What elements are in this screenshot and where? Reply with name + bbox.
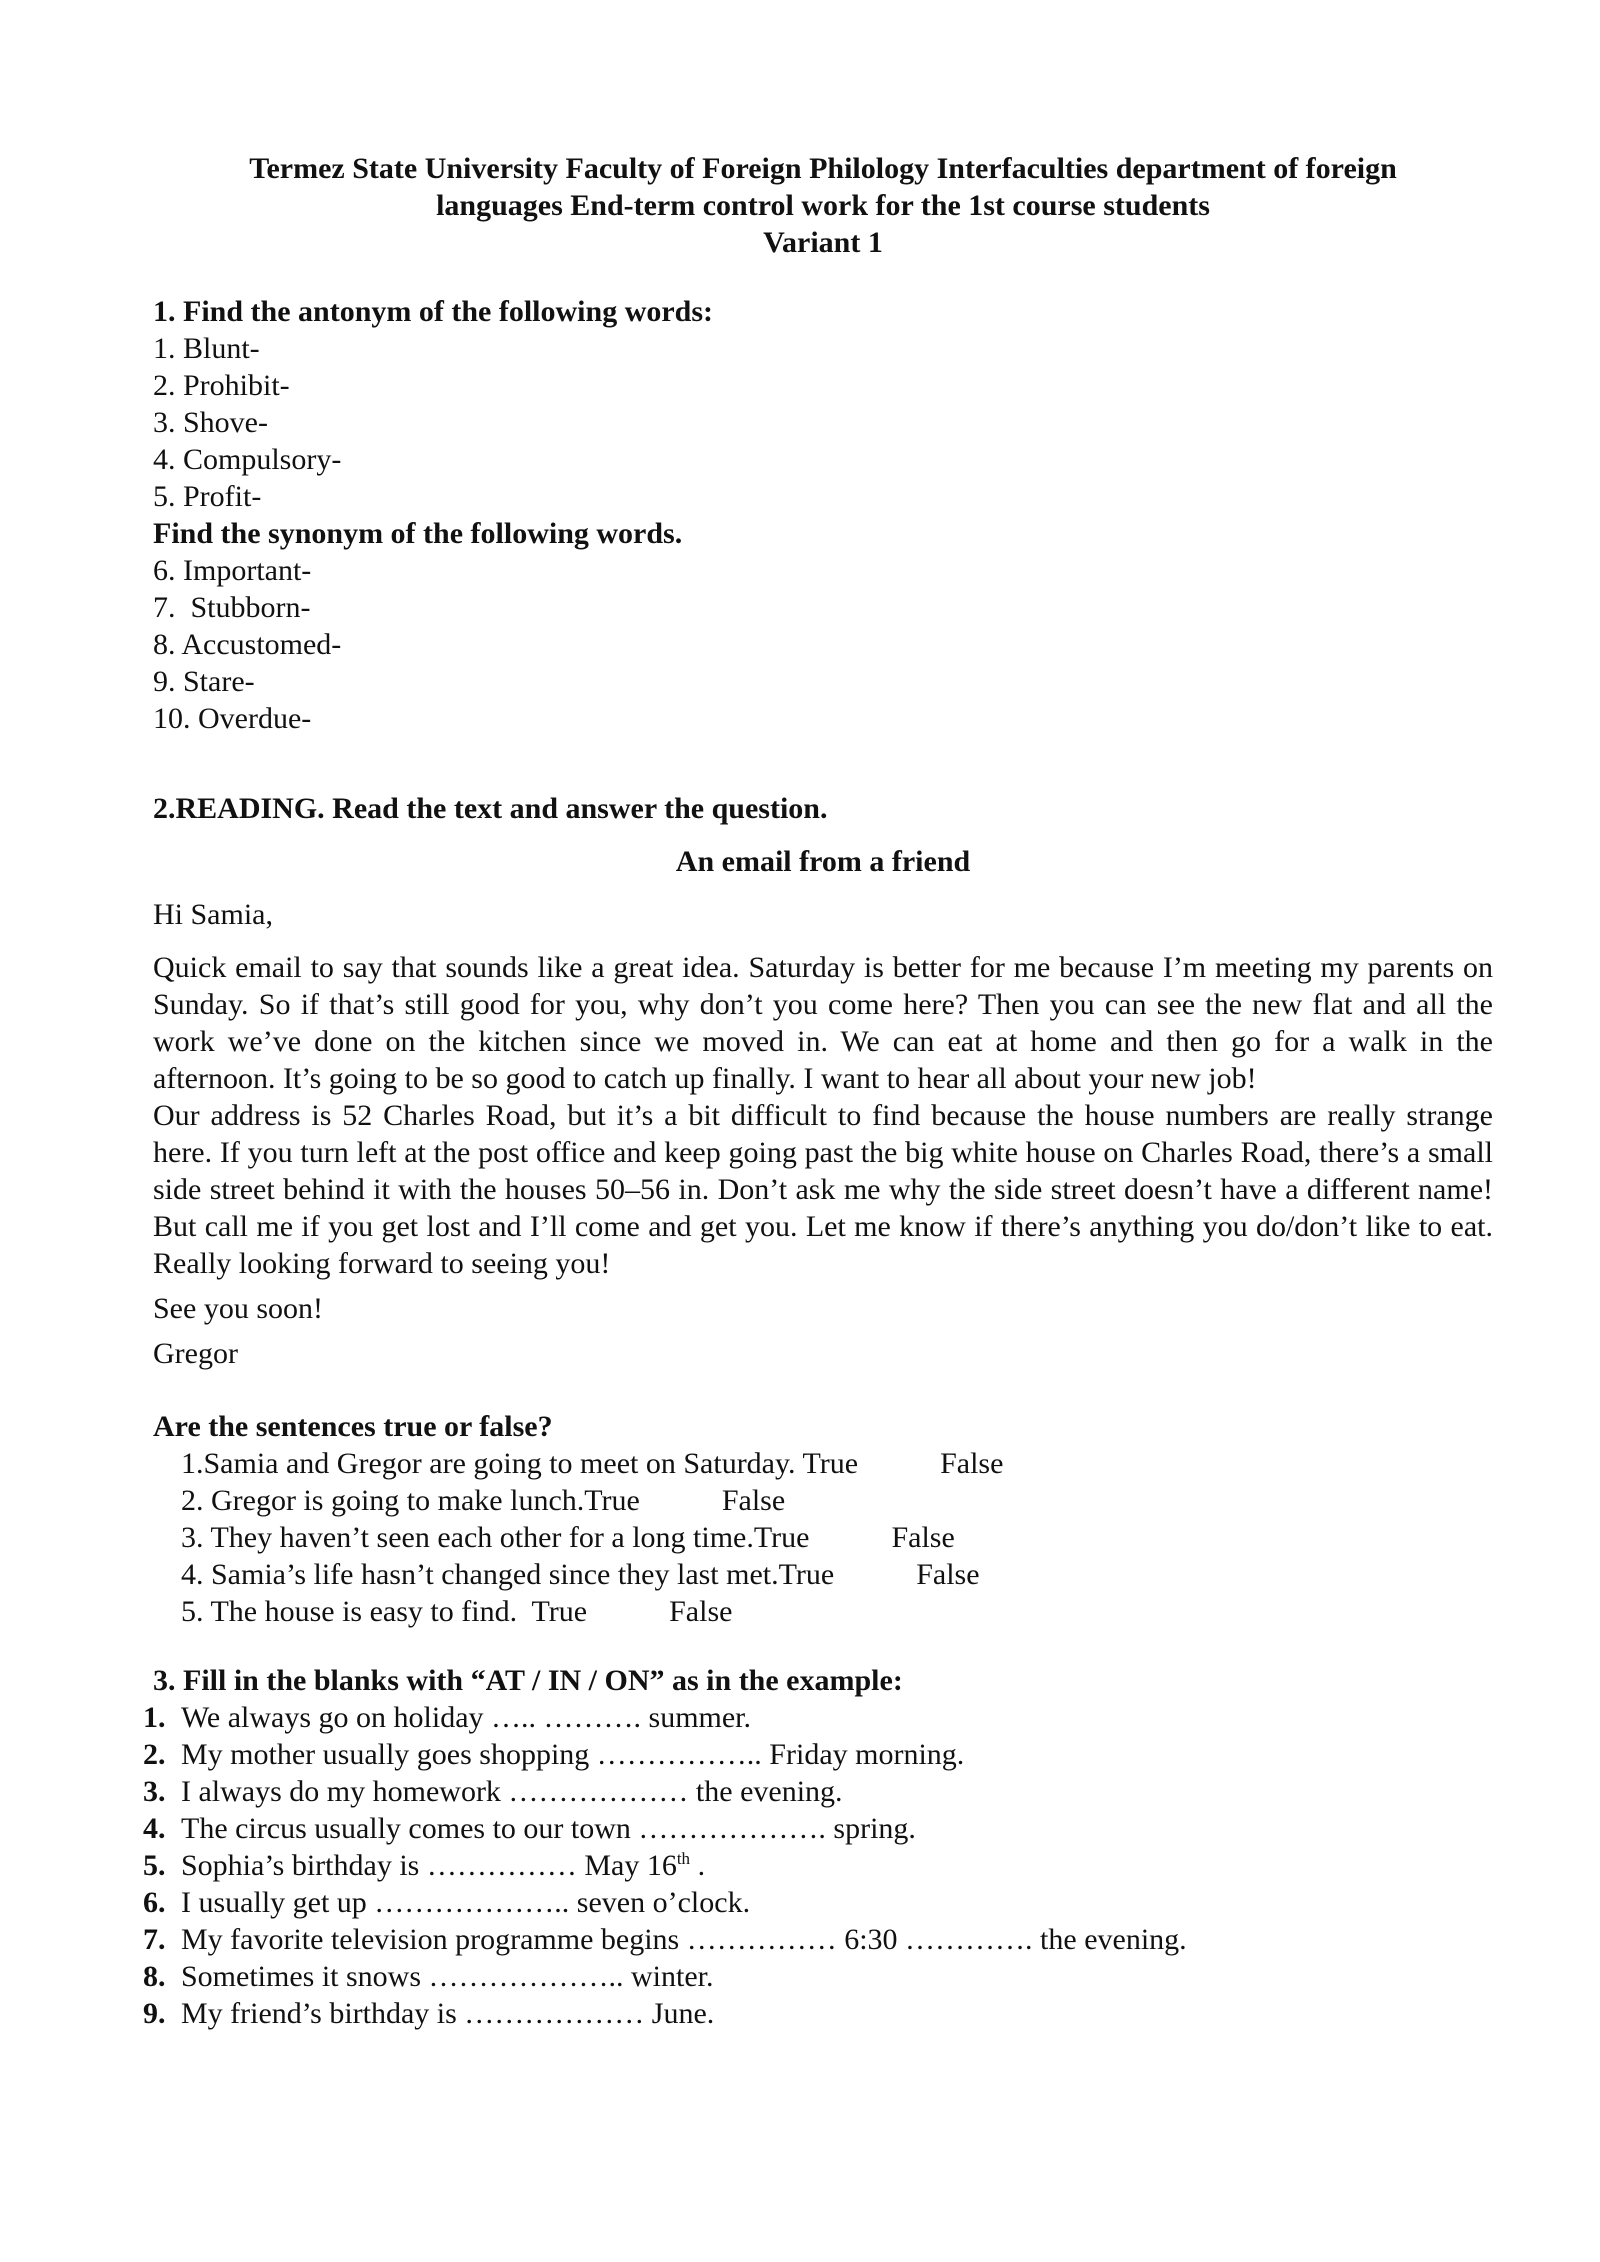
fill-blank-item	[143, 1847, 1493, 1884]
item-text: My friend’s birthday is ……………… June.	[181, 1997, 715, 2030]
email-signature: Gregor	[153, 1337, 238, 1370]
statement-text: 4. Samia’s life hasn’t changed since they last met.True	[181, 1558, 835, 1591]
false-option: False	[669, 1595, 733, 1628]
statement-text: 1.Samia and Gregor are going to meet on Saturday. True	[181, 1447, 859, 1480]
item-text: Sometimes it snows ……………….. winter.	[181, 1960, 714, 1993]
statement-text: 2. Gregor is going to make lunch.True	[181, 1484, 640, 1517]
item-text-end: .	[690, 1849, 706, 1882]
antonym-item: 1. Blunt-	[153, 332, 260, 365]
fill-blank-item	[143, 1958, 1493, 1995]
item-number: 3.	[143, 1775, 166, 1808]
item-text: My favorite television programme begins …………… 6:30 …………. the evening.	[181, 1923, 1187, 1956]
true-false-heading: Are the sentences true or false?	[153, 1410, 553, 1443]
fill-blanks-heading: 3. Fill in the blanks with “AT / IN / ON” as in the example:	[153, 1664, 903, 1697]
antonym-item: 3. Shove-	[153, 406, 268, 439]
true-false-item	[181, 1445, 1493, 1482]
item-text: I always do my homework ……………… the evening.	[181, 1775, 843, 1808]
fill-blank-item	[143, 1736, 1493, 1773]
true-false-item	[181, 1593, 1493, 1630]
item-text: My mother usually goes shopping …………….. Friday morning.	[181, 1738, 965, 1771]
fill-blank-item	[143, 1773, 1493, 1810]
fill-blank-item	[143, 1921, 1493, 1958]
synonym-item: 9. Stare-	[153, 665, 255, 698]
header-line-2: languages End-term control work for the 1st course students	[436, 189, 1210, 222]
false-option: False	[721, 1484, 786, 1517]
item-number: 1.	[143, 1701, 166, 1734]
item-number: 8.	[143, 1960, 166, 1993]
synonym-item: 7. Stubborn-	[153, 591, 311, 624]
item-text: We always go on holiday ….. ………. summer.	[181, 1701, 752, 1734]
fill-blank-item	[143, 1699, 1493, 1736]
false-option: False	[891, 1521, 955, 1554]
email-paragraph-2: Our address is 52 Charles Road, but it’s a bit difficult to find because the house numbers are really strange here. If you turn left at the post office and keep going past the big white house on Charles Road, there’s a small side street behind it with the houses 50–56 in. Don’t ask me why the side street doesn’t have a different name! But call me if you get lost and I’ll come and get you. Let me know if there’s anything you do/don’t like to eat. Really looking forward to seeing you!	[153, 1099, 1493, 1280]
fill-blank-item	[143, 1884, 1493, 1921]
item-text: The circus usually comes to our town ………………. spring.	[181, 1812, 916, 1845]
fill-blank-item	[143, 1995, 1493, 2032]
item-number: 6.	[143, 1886, 166, 1919]
section-vocabulary	[153, 293, 1493, 737]
antonym-heading: 1. Find the antonym of the following words:	[153, 295, 714, 328]
antonym-item: 4. Compulsory-	[153, 443, 342, 476]
ordinal-suffix: th	[676, 1849, 691, 1868]
item-number: 4.	[143, 1812, 166, 1845]
antonym-item: 2. Prohibit-	[153, 369, 290, 402]
synonym-item: 8. Accustomed-	[153, 628, 342, 661]
item-number: 9.	[143, 1997, 166, 2030]
synonym-heading: Find the synonym of the following words.	[153, 517, 683, 550]
antonym-item: 5. Profit-	[153, 480, 262, 513]
header-line-1: Termez State University Faculty of Foreign Philology Interfaculties department of foreign	[249, 152, 1397, 185]
fill-blank-item	[143, 1810, 1493, 1847]
synonym-item: 6. Important-	[153, 554, 312, 587]
synonym-item: 10. Overdue-	[153, 702, 312, 735]
true-false-item	[181, 1519, 1493, 1556]
document-header	[153, 150, 1493, 261]
fill-blanks-list	[143, 1699, 1493, 2032]
email-paragraph-1: Quick email to say that sounds like a great idea. Saturday is better for me because I’m meeting my parents on Sunday. So if that’s still good for you, why don’t you come here? Then you can see the new flat and all the work we’ve done on the kitchen since we moved in. We can eat at home and then go for a walk in the afternoon. It’s going to be so good to catch up finally. I want to hear all about your new job!	[153, 951, 1493, 1095]
email-signoff: See you soon!	[153, 1292, 323, 1325]
item-text: Sophia’s birthday is …………… May 16	[181, 1849, 677, 1882]
item-number: 2.	[143, 1738, 166, 1771]
item-text: I usually get up ……………….. seven o’clock.	[181, 1886, 751, 1919]
document-page	[143, 150, 1493, 2032]
statement-text: 5. The house is easy to find. True	[181, 1595, 588, 1628]
false-option: False	[940, 1447, 1004, 1480]
item-number: 7.	[143, 1923, 166, 1956]
reading-heading: 2.READING. Read the text and answer the question.	[153, 792, 828, 825]
true-false-list	[153, 1445, 1493, 1630]
true-false-item	[181, 1556, 1493, 1593]
email-greeting: Hi Samia,	[153, 898, 273, 931]
section-reading	[153, 790, 1493, 1630]
item-number: 5.	[143, 1849, 166, 1882]
section-prepositions	[143, 1662, 1493, 2032]
statement-text: 3. They haven’t seen each other for a long time.True	[181, 1521, 810, 1554]
email-title: An email from a friend	[675, 845, 971, 878]
header-variant: Variant 1	[763, 226, 883, 259]
true-false-item	[181, 1482, 1493, 1519]
false-option: False	[916, 1558, 980, 1591]
